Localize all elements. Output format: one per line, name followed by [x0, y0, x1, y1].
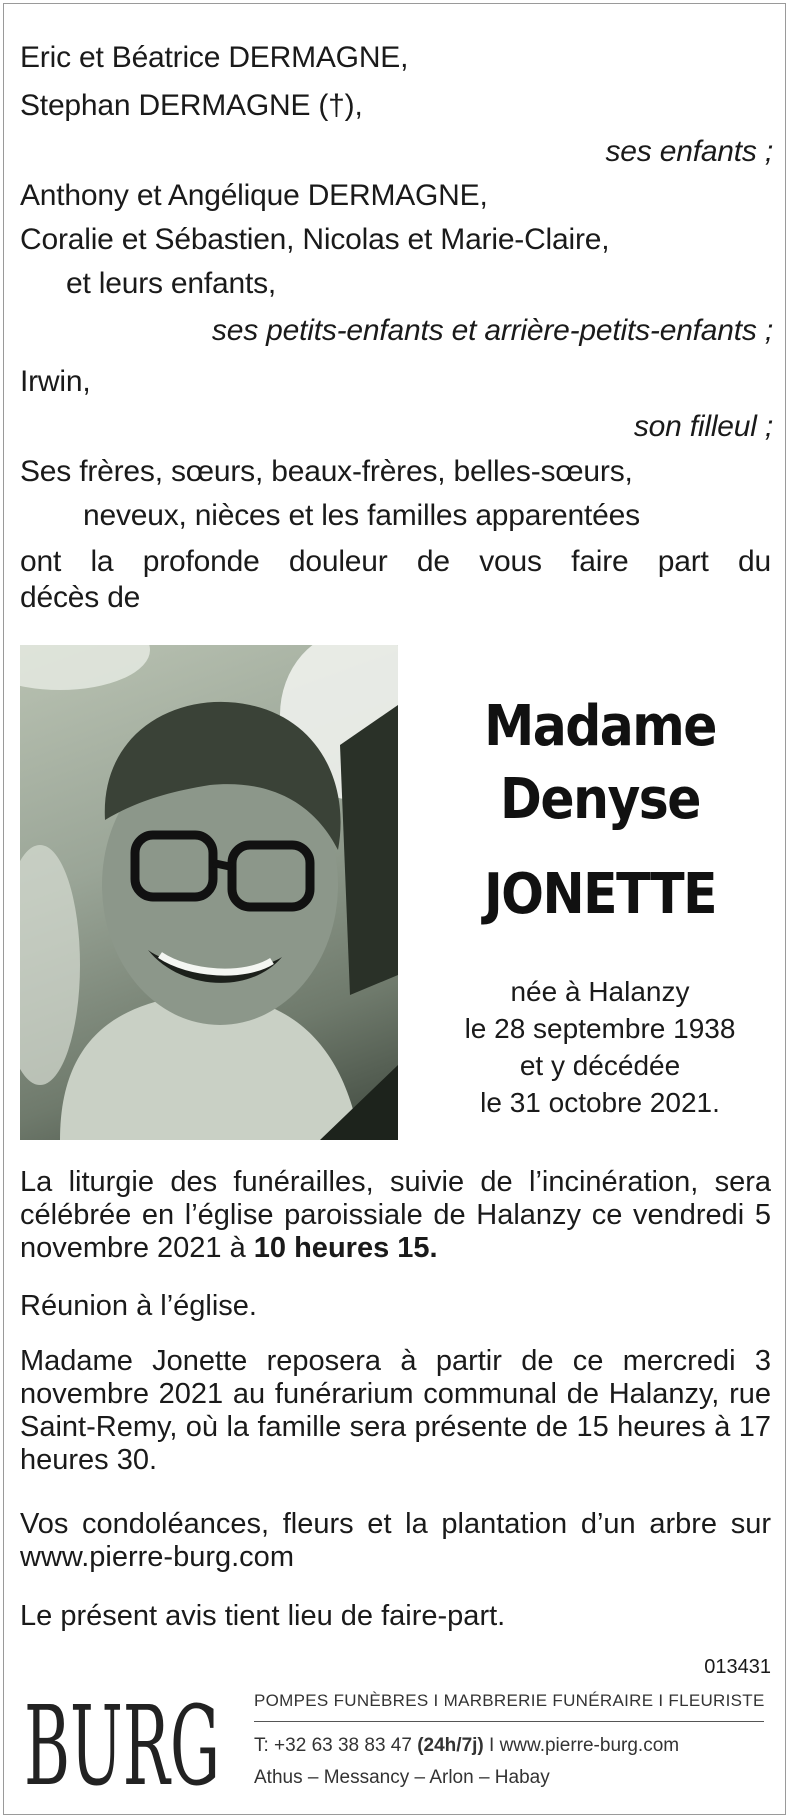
- service-details: La liturgie des funérailles, suivie de l’incinération, sera célébrée en l’église paroissiale de Halanzy ce vendredi 5 novembre 2021 à: [20, 1166, 771, 1264]
- viewing-text: Madame Jonette reposera à partir de ce mercredi 3 novembre 2021 au funérarium communal de Halanzy, rue Saint-Remy, où la famille sera présente de 15 heures à 17 heures 30.: [20, 1345, 771, 1476]
- contact-line: [254, 1735, 679, 1757]
- announcement-line: décès de: [20, 581, 141, 614]
- death-place: et y décédée: [519, 1050, 681, 1081]
- meeting-text: Réunion à l’église.: [20, 1290, 257, 1322]
- notice-text: Le présent avis tient lieu de faire-part.: [20, 1600, 506, 1632]
- death-date: le 31 octobre 2021.: [480, 1087, 720, 1118]
- birth-date: le 28 septembre 1938: [464, 1013, 736, 1044]
- relation-label: ses enfants ;: [605, 135, 773, 168]
- family-line: neveux, nièces et les familles apparentées: [83, 499, 640, 532]
- website-link[interactable]: I www.pierre-burg.com: [489, 1735, 680, 1756]
- family-line: Irwin,: [20, 365, 91, 398]
- notice-code: 013431: [704, 1656, 771, 1678]
- family-line: Stephan DERMAGNE (†),: [20, 89, 363, 122]
- announcement-line: ont la profonde douleur de vous faire part du: [20, 545, 771, 578]
- phone-hours: (24h/7j): [417, 1735, 484, 1756]
- family-line: Anthony et Angélique DERMAGNE,: [20, 179, 488, 212]
- footer-divider: [254, 1721, 764, 1722]
- service-time: 10 heures 15.: [253, 1232, 438, 1264]
- relation-label: son filleul ;: [633, 410, 773, 443]
- family-line: Ses frères, sœurs, beaux-frères, belles-sœurs,: [20, 455, 633, 488]
- family-line: Eric et Béatrice DERMAGNE,: [20, 41, 409, 74]
- birth-place: née à Halanzy: [510, 976, 690, 1007]
- phone-number: T: +32 63 38 83 47: [254, 1735, 412, 1756]
- deceased-first-name: Denyse: [500, 767, 700, 832]
- burg-logo: [24, 1688, 224, 1798]
- services-line: POMPES FUNÈBRES I MARBRERIE FUNÉRAIRE I FLEURISTE: [254, 1691, 765, 1710]
- family-line: et leurs enfants,: [66, 267, 277, 300]
- funeral-service-text: [20, 1166, 771, 1265]
- condolences-text: Vos condoléances, fleurs et la plantation d’un arbre sur www.pierre-burg.com: [20, 1508, 771, 1573]
- family-line: Coralie et Sébastien, Nicolas et Marie-Claire,: [20, 223, 610, 256]
- deceased-title: Madame: [484, 694, 716, 759]
- portrait-illustration: [20, 645, 398, 1140]
- logo-text: BURG: [24, 1688, 220, 1798]
- deceased-last-name: JONETTE: [483, 862, 717, 927]
- relation-label: ses petits-enfants et arrière-petits-enfants ;: [211, 314, 773, 347]
- locations-line: Athus – Messancy – Arlon – Habay: [254, 1767, 550, 1788]
- portrait-photo: [20, 645, 398, 1140]
